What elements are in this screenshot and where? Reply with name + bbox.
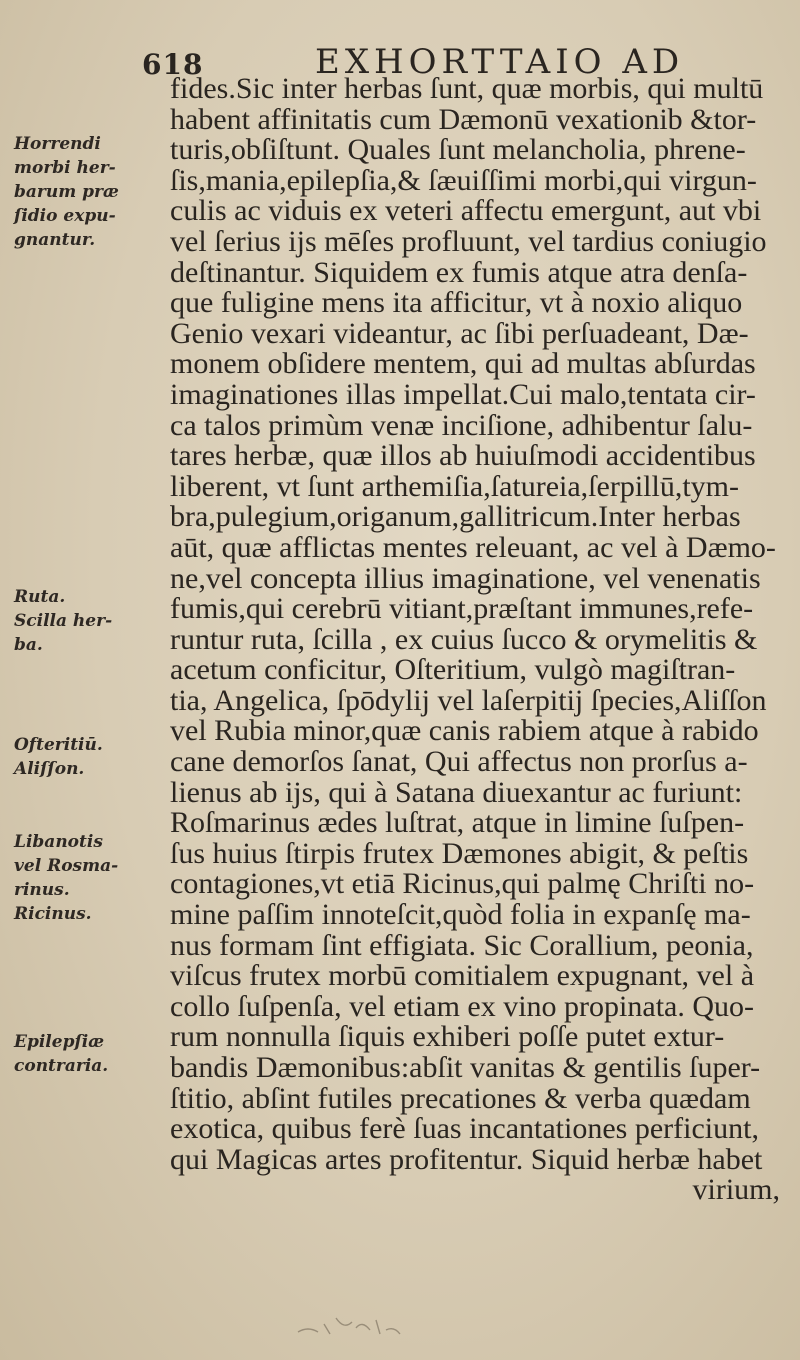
text-line: vel Rubia minor,quæ canis rabiem atque à rabido xyxy=(170,714,759,748)
text-line: bandis Dæmonibus:abſit vanitas & gentilis ſuper- xyxy=(170,1051,761,1084)
margin-note: Epilepſiæ contraria. xyxy=(14,1032,109,1076)
text-line: Roſmarinus ædes luſtrat, atque in limine ſuſpen- xyxy=(170,806,745,840)
ink-smudge xyxy=(290,1310,410,1344)
text-line: exotica, quibus ferè ſuas incantationes perficiunt, xyxy=(170,1112,759,1146)
text-line: turis,obſiſtunt. Quales ſunt melancholia, phrene- xyxy=(170,133,746,167)
text-line: fumis,qui cerebrū vitiant,præſtant immunes,refe- xyxy=(170,592,754,626)
text-line: aūt, quæ afflictas mentes releuant, ac vel à Dæmo- xyxy=(170,530,776,564)
text-line: runtur ruta, ſcilla , ex cuius ſucco & orymelitis & xyxy=(170,622,758,656)
margin-note: Ruta. Scilla her- ba. xyxy=(14,587,113,655)
text-line: viſcus frutex morbū comitialem expugnant, vel à xyxy=(170,959,755,993)
body-text xyxy=(170,74,800,1206)
running-head: EXHORTTAIO AD xyxy=(315,42,685,82)
text-line: que fuligine mens ita afficitur, vt à noxio aliquo xyxy=(170,286,743,320)
text-line: fides.Sic inter herbas ſunt, quæ morbis, qui multū xyxy=(170,72,764,105)
margin-notes xyxy=(14,0,164,1360)
text-line: deſtinantur. Siquidem ex fumis atque atra denſa- xyxy=(170,255,748,289)
text-line: ne,vel concepta illius imaginatione, vel venenatis xyxy=(170,561,761,595)
text-line: cane demorſos ſanat, Qui affectus non prorſus a- xyxy=(170,745,748,779)
text-line: contagiones,vt etiā Ricinus,qui palmę Chriſti no- xyxy=(170,867,755,901)
margin-note: Libanotis vel Rosma- rinus. Ricinus. xyxy=(14,832,119,924)
text-line: monem obſidere mentem, qui ad multas abſurdas xyxy=(170,347,756,381)
text-line: ſtitio, abſint futiles precationes & verba quædam xyxy=(170,1081,751,1115)
text-line: culis ac viduis ex veteri affectu emergunt, aut vbi xyxy=(170,194,762,228)
text-line: ca talos primùm venæ inciſione, adhibentur ſalu- xyxy=(170,408,753,442)
text-line: ſus huius ſtirpis frutex Dæmones abigit, & peſtis xyxy=(170,836,749,870)
text-line: tares herbæ, quæ illos ab huiuſmodi accidentibus xyxy=(170,439,756,473)
text-line: ſis,mania,epilepſia,& ſæuiſſimi morbi,qui virgun- xyxy=(170,163,757,197)
text-line: tia, Angelica, ſpōdylij vel laſerpitij ſpecies,Aliſſon xyxy=(170,683,767,717)
text-line: qui Magicas artes profitentur. Siquid herbæ habet xyxy=(170,1142,763,1176)
text-line: liberent, vt ſunt arthemiſia,ſatureia,ſerpillū,tym- xyxy=(170,469,739,503)
text-line: collo ſuſpenſa, vel etiam ex vino propinata. Quo- xyxy=(170,989,755,1023)
text-line: rum nonnulla ſiquis exhiberi poſſe putet extur- xyxy=(170,1020,725,1054)
text-line: acetum conficitur, Oſteritium, vulgò magiſtran- xyxy=(170,653,736,687)
text-line: bra,pulegium,origanum,gallitricum.Inter herbas xyxy=(170,500,741,534)
page-number: 618 xyxy=(142,48,204,81)
margin-note: Ofteritiū. Aliſſon. xyxy=(14,735,103,779)
text-line: nus formam ſint effigiata. Sic Corallium, peonia, xyxy=(170,928,754,962)
text-line: vel ſerius ijs mēſes profluunt, vel tardius coniugio xyxy=(170,224,767,258)
text-line: mine paſſim innoteſcit,quòd folia in expanſę ma- xyxy=(170,898,751,932)
catchword: virium, xyxy=(692,1173,780,1207)
margin-note: Horrendi morbi her- barum præ ſidio expu- gnantur. xyxy=(14,134,119,250)
text-line: imaginationes illas impellat.Cui malo,tentata cir- xyxy=(170,377,756,411)
text-line: habent affinitatis cum Dæmonū vexationib &tor- xyxy=(170,102,757,136)
text-line: lienus ab ijs, qui à Satana diuexantur ac furiunt: xyxy=(170,775,743,809)
text-line: Genio vexari videantur, ac ſibi perſuadeant, Dæ- xyxy=(170,316,749,350)
